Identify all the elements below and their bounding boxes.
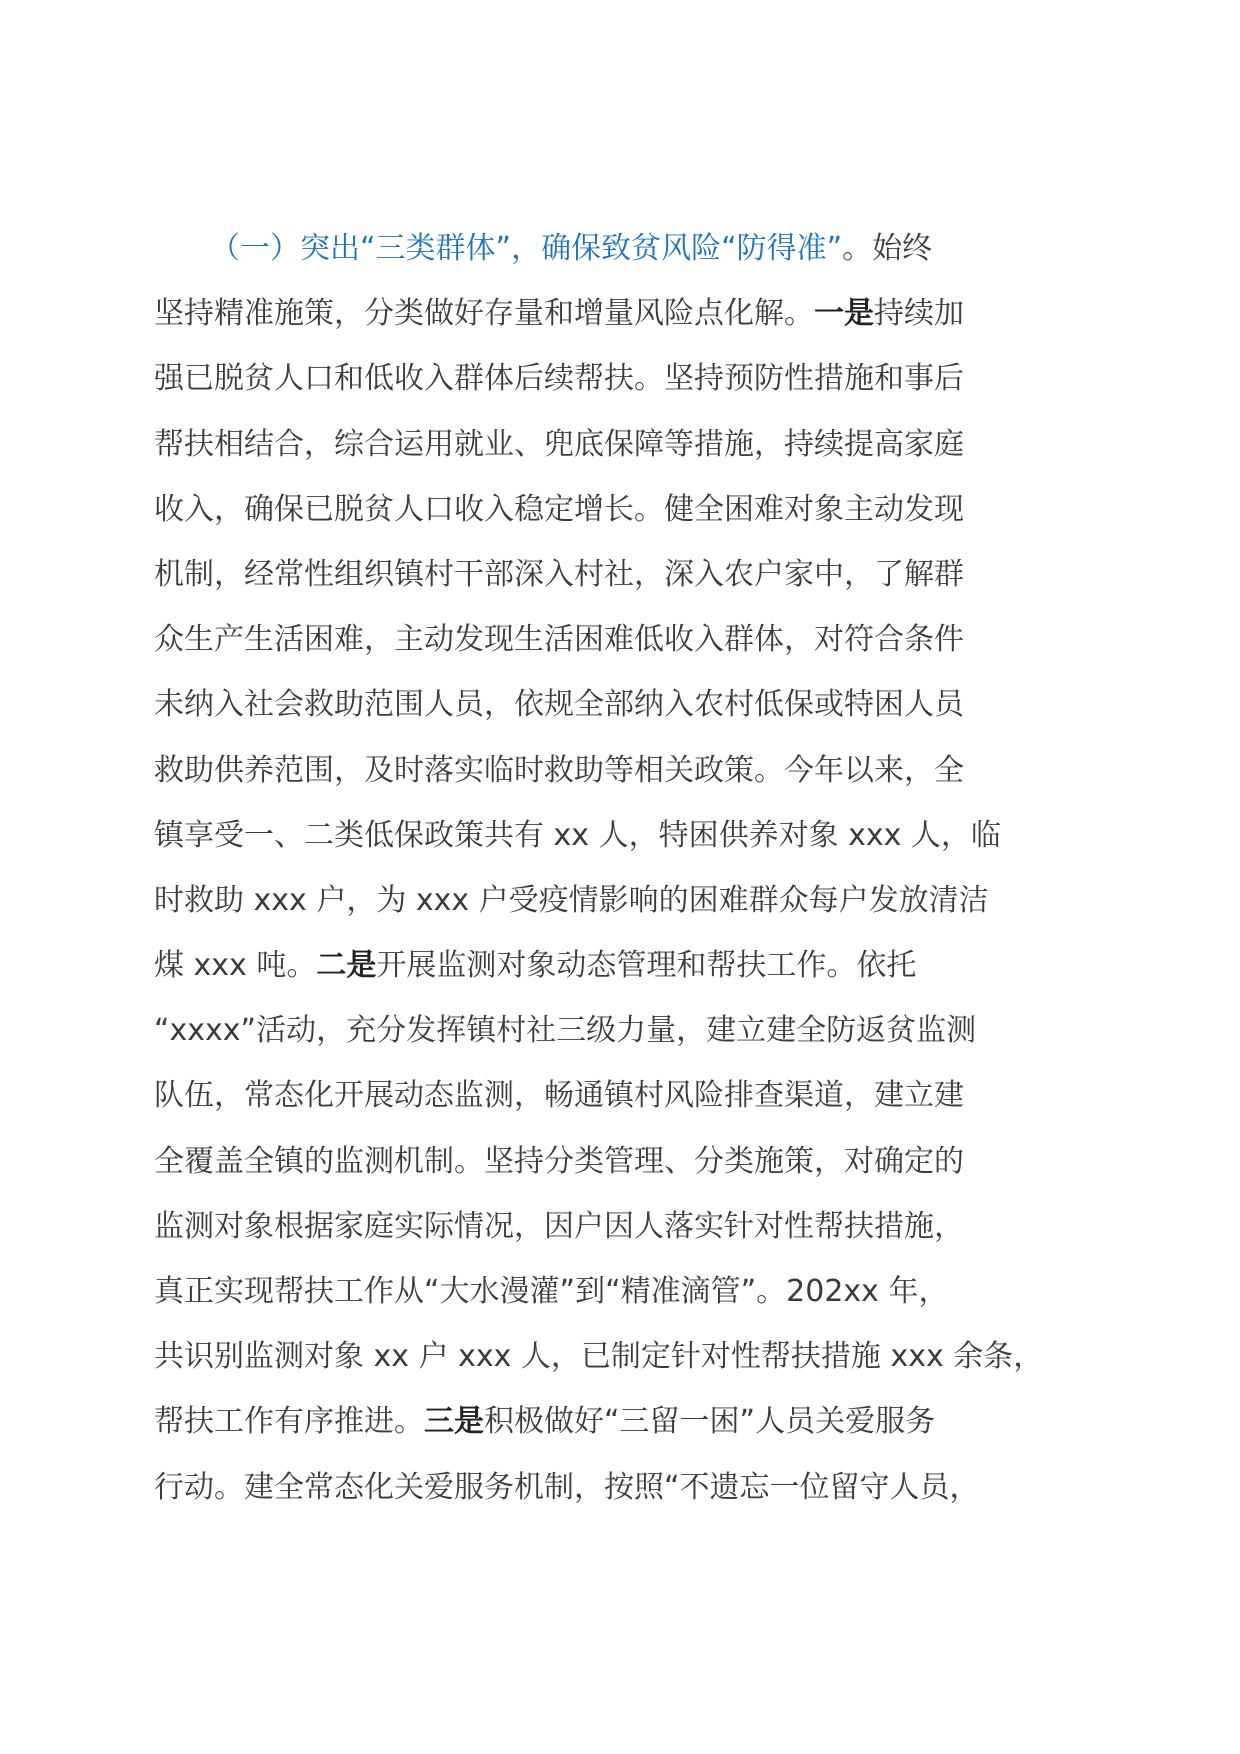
text-run: 收入，确保已脱贫人口收入稳定增长。健全困难对象主动发现 bbox=[154, 491, 964, 527]
paragraph-first-line bbox=[154, 216, 1114, 281]
text-line bbox=[154, 803, 1114, 868]
text-line bbox=[154, 1129, 1114, 1194]
text-run: 开展监测对象动态管理和帮扶工作。依托 bbox=[376, 948, 917, 984]
text-run: 监测对象根据家庭实际情况，因户因人落实针对性帮扶措施， bbox=[154, 1208, 964, 1244]
text-run: 帮扶工作有序推进。 bbox=[154, 1404, 424, 1440]
bold-marker: 一是 bbox=[814, 296, 874, 332]
heading-continuation: 。始终 bbox=[842, 231, 933, 266]
text-run: 队伍，常态化开展动态监测，畅通镇村风险排查渠道，建立建 bbox=[154, 1078, 964, 1114]
text-line bbox=[154, 1455, 1114, 1520]
text-line bbox=[154, 477, 1114, 542]
section-heading: （一）突出“三类群体”，确保致贫风险“防得准” bbox=[210, 231, 843, 266]
text-line bbox=[154, 542, 1114, 607]
text-run: 救助供养范围，及时落实临时救助等相关政策。今年以来，全 bbox=[154, 752, 964, 788]
text-run: 积极做好“三留一困”人员关爱服务 bbox=[484, 1404, 936, 1440]
text-run: 煤 xxx 吨。 bbox=[154, 948, 317, 984]
text-line bbox=[154, 933, 1114, 998]
text-run: “xxxx”活动，充分发挥镇村社三级力量，建立建全防返贫监测 bbox=[154, 1013, 977, 1049]
text-run: 真正实现帮扶工作从“大水漫灌”到“精准滴管”。202xx 年， bbox=[154, 1274, 949, 1309]
text-run: 全覆盖全镇的监测机制。坚持分类管理、分类施策，对确定的 bbox=[154, 1143, 964, 1179]
text-line bbox=[154, 607, 1114, 672]
text-run: 坚持精准施策，分类做好存量和增量风险点化解。 bbox=[154, 296, 814, 332]
text-line bbox=[154, 1063, 1114, 1128]
text-line bbox=[154, 998, 1114, 1063]
text-line bbox=[154, 281, 1114, 346]
text-line bbox=[154, 868, 1114, 933]
text-run: 众生产生活困难，主动发现生活困难低收入群体，对符合条件 bbox=[154, 622, 964, 658]
bold-marker: 三是 bbox=[424, 1404, 484, 1440]
text-run: 帮扶相结合，综合运用就业、兜底保障等措施，持续提高家庭 bbox=[154, 426, 964, 462]
paragraph-lines bbox=[154, 281, 1114, 1520]
text-run: 强已脱贫人口和低收入群体后续帮扶。坚持预防性措施和事后 bbox=[154, 361, 964, 397]
bold-marker: 二是 bbox=[316, 948, 377, 984]
text-run: 持续加 bbox=[874, 296, 964, 332]
text-line bbox=[154, 412, 1114, 477]
text-line bbox=[154, 1389, 1114, 1454]
text-run: 未纳入社会救助范围人员，依规全部纳入农村低保或特困人员 bbox=[154, 687, 964, 723]
text-run: 机制，经常性组织镇村干部深入村社，深入农户家中，了解群 bbox=[154, 556, 964, 592]
body-text bbox=[154, 216, 1114, 1520]
text-line bbox=[154, 738, 1114, 803]
text-line bbox=[154, 346, 1114, 411]
text-run: 时救助 xxx 户，为 xxx 户受疫情影响的困难群众每户发放清洁 bbox=[154, 882, 989, 918]
text-run: 镇享受一、二类低保政策共有 xx 人，特困供养对象 xxx 人，临 bbox=[154, 817, 1001, 853]
text-line bbox=[154, 672, 1114, 737]
text-run: 行动。建全常态化关爱服务机制，按照“不遗忘一位留守人员， bbox=[154, 1469, 980, 1505]
text-line bbox=[154, 1259, 1114, 1324]
text-run: 共识别监测对象 xx 户 xxx 人，已制定针对性帮扶措施 xxx 余条， bbox=[154, 1339, 1044, 1375]
text-line bbox=[154, 1194, 1114, 1259]
text-line bbox=[154, 1324, 1114, 1389]
